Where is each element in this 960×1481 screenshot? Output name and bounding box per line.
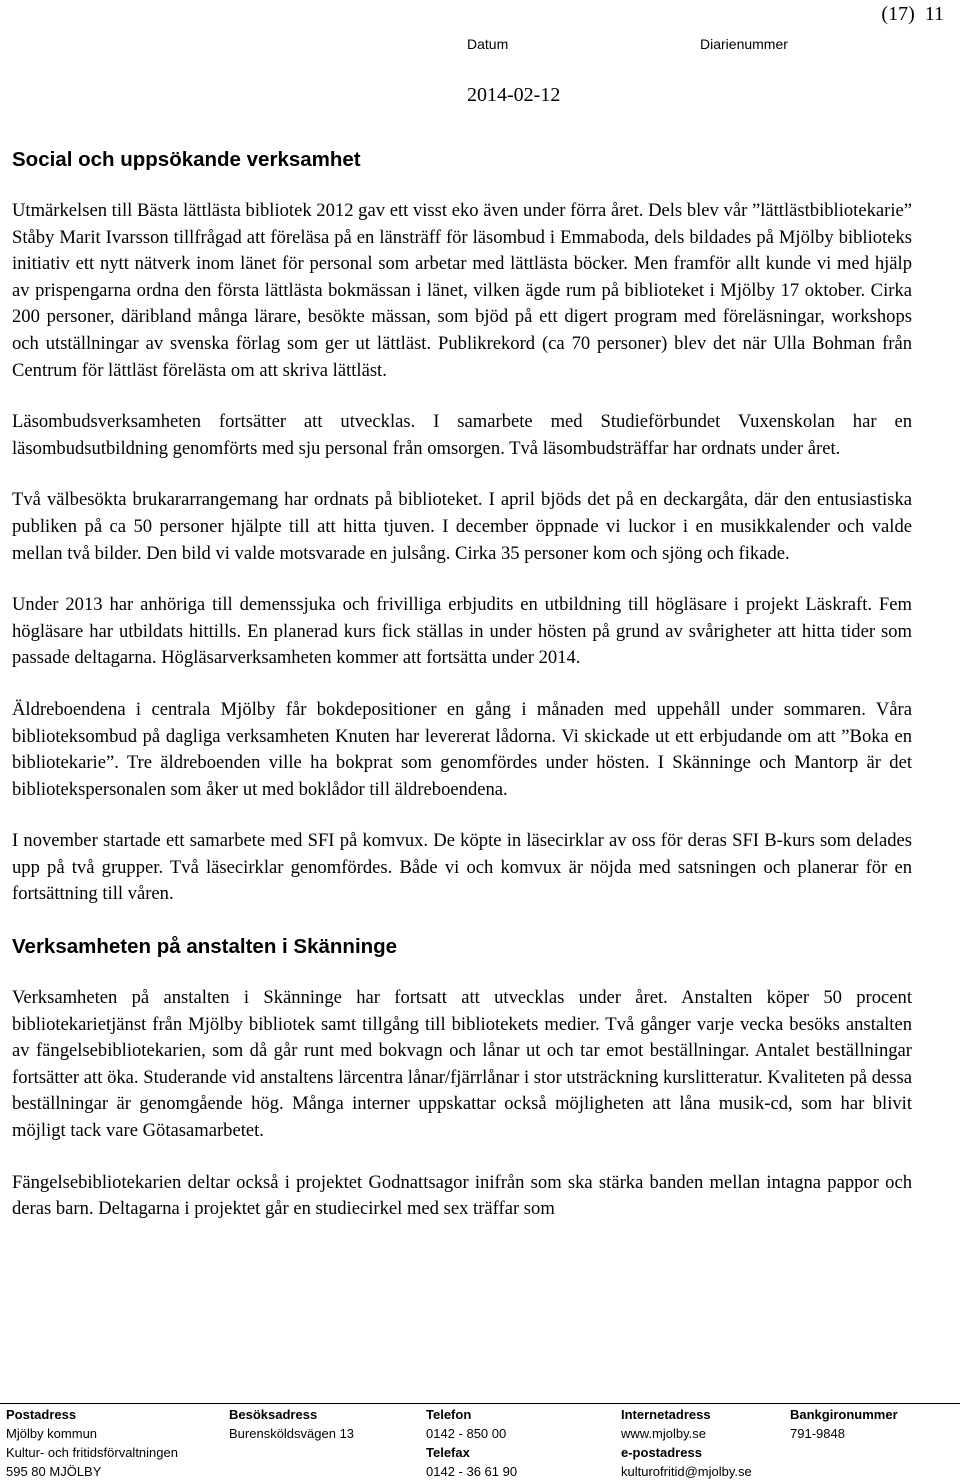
footer-bankgiro: [790, 1405, 898, 1443]
besoksadress-label: Besöksadress: [229, 1407, 318, 1422]
diarienummer-label: Diarienummer: [700, 36, 788, 52]
telefon-label: Telefon: [426, 1407, 472, 1422]
postadress-line1: Mjölby kommun: [6, 1426, 98, 1441]
paragraph: Utmärkelsen till Bästa lättlästa bibliotek 2012 gav ett visst eko även under förra året. Dels blev vår ”lättlästbibliotekarie” Ståby Marit Ivarsson tillfrågad att föreläsa på en länsträff för läsombud i Emmaboda, dels bildades på Mjölby biblioteks initiativ ett nytt nätverk inom länet för personal som arbetar med lättlästa böcker. Men framför allt kunde vi med hjälp av prispengarna ordna den första lättlästa bokmässan i länet, vilken ägde rum på biblioteket i Mjölby 17 oktober. Cirka 200 personer, däribland många lärare, besökte mässan, som bjöd på ett digert program med föreläsningar, workshops och utställningar av svenska förlag som ger ut lättläst. Publikrekord (ca 70 personer) blev det när Ulla Bohman från Centrum för lättläst förelästa om att skriva lättläst.: [12, 200, 912, 381]
paragraph: Äldreboendena i centrala Mjölby får bokdepositioner en gång i månaden med uppehåll under sommaren. Våra biblioteksombud på dagliga verksamheten Knuten har levererat lådorna. Vi skickade ut ett erbjudande om att ”Boka en bibliotekarie”. Tre äldreboenden ville ha bokprat som genomfördes under hösten. I Skänninge och Mantorp är det bibliotekspersonalen som åker ut med boklådor till äldreboendena.: [12, 698, 912, 800]
paragraph: Verksamheten på anstalten i Skänninge har fortsatt att utvecklas under året. Anstalten köper 50 procent bibliotekarietjänst från Mjölby bibliotek samt tillgång till bibliotekets medier. Två gånger varje vecka besöks anstalten av fängelsebibliotekarien, som då går runt med bokvagn och lånar ut och tar emot beställningar. Antalet beställningar fortsätter att öka. Studerande vid anstaltens lärcentra lånar/fjärrlånar i stor utsträckning kurslitteratur. Kvaliteten på dessa beställningar är genomgående hög. Många interner uppskattar också möjligheten att låna musik-cd, som har blivit möjligt tack vare Götasamarbetet.: [12, 987, 912, 1142]
page-number: [871, 0, 944, 28]
section-heading-anstalten: Verksamheten på anstalten i Skänninge: [12, 935, 398, 959]
page-total: (17): [881, 3, 915, 25]
bankgiro-label: Bankgironummer: [790, 1407, 898, 1422]
footer-divider: [0, 1403, 960, 1404]
section-heading-social: Social och uppsökande verksamhet: [12, 148, 361, 171]
document-body: [12, 146, 912, 1248]
bankgiro-value: 791-9848: [790, 1426, 845, 1441]
footer-internet: [621, 1405, 752, 1481]
paragraph: I november startade ett samarbete med SFI på komvux. De köpte in läsecirklar av oss för deras SFI B-kurs som delades upp på två grupper. Två läsecirklar genomfördes. Både vi och komvux är nöjda med satsningen och planerar för en fortsättning till våren.: [12, 830, 912, 905]
internetadress-value[interactable]: www.mjolby.se: [621, 1426, 707, 1441]
datum-label: Datum: [467, 36, 509, 52]
telefon-value: 0142 - 850 00: [426, 1426, 507, 1441]
telefax-label: Telefax: [426, 1445, 470, 1460]
internetadress-label: Internetadress: [621, 1407, 711, 1422]
postadress-line2: Kultur- och fritidsförvaltningen: [6, 1445, 178, 1460]
footer-besoksadress: [229, 1405, 354, 1443]
telefax-value: 0142 - 36 61 90: [426, 1464, 518, 1479]
postadress-line3: 595 80 MJÖLBY: [6, 1464, 102, 1479]
paragraph: Två välbesökta brukararrangemang har ordnats på biblioteket. I april bjöds det på en deckargåta, där den entusiastiska publiken på ca 50 personer hjälpte till att hitta tjuven. I december öppnade vi luckor i en musikkalender och valde mellan två bilder. Den bild vi valde motsvarade en julsång. Cirka 35 personer kom och sjöng och fikade.: [12, 489, 912, 564]
page-current: 11: [924, 3, 944, 25]
footer-telefon: [426, 1405, 517, 1481]
epost-label: e-postadress: [621, 1445, 702, 1460]
paragraph: Under 2013 har anhöriga till demenssjuka och frivilliga erbjudits en utbildning till högläsare i projekt Läskraft. Fem högläsare har utbildats hittills. En planerad kurs fick ställas in under hösten på grund av svårigheter att hitta tider som passade deltagarna. Högläsarverksamheten kommer att fortsätta under 2014.: [12, 594, 912, 669]
paragraph: Fängelsebibliotekarien deltar också i projektet Godnattsagor inifrån som ska stärka banden mellan intagna pappor och deras barn. Deltagarna i projektet går en studiecirkel med sex träffar som: [12, 1171, 912, 1220]
epost-value[interactable]: kulturofritid@mjolby.se: [621, 1464, 752, 1479]
besoksadress-value: Burensköldsvägen 13: [229, 1426, 355, 1441]
footer-postadress: [6, 1405, 178, 1481]
datum-value: 2014-02-12: [467, 84, 561, 106]
postadress-label: Postadress: [6, 1407, 77, 1422]
paragraph: Läsombudsverksamheten fortsätter att utvecklas. I samarbete med Studieförbundet Vuxenskolan har en läsombudsutbildning genomförts med sju personal från omsorgen. Två läsombudsträffar har ordnats under året.: [12, 411, 912, 459]
